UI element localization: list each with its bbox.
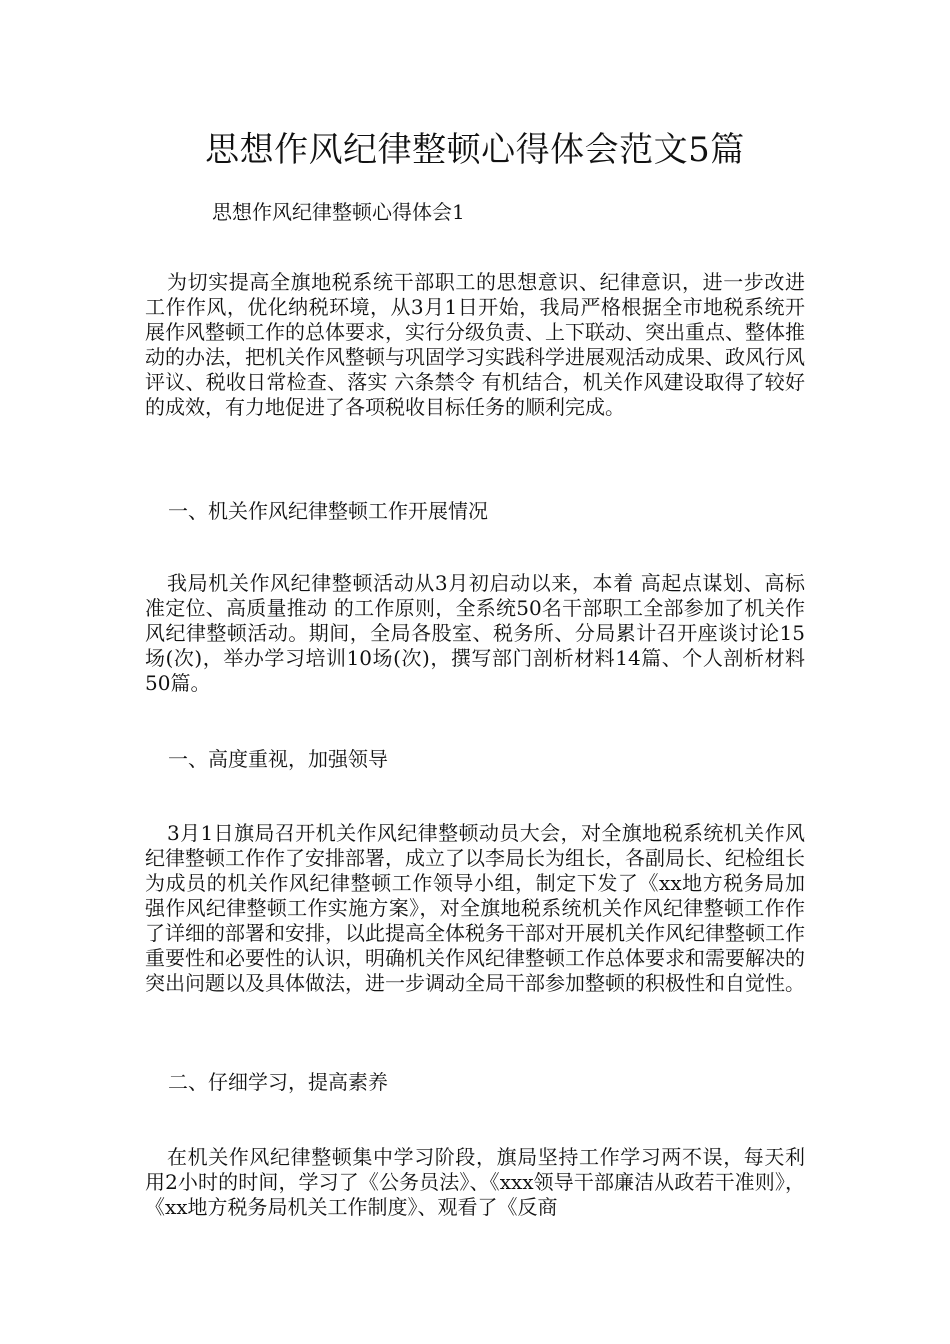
section-heading-study: 二、仔细学习，提高素养 — [168, 1070, 388, 1094]
section-heading-leadership: 一、高度重视，加强领导 — [168, 747, 388, 771]
paragraph-overview: 我局机关作风纪律整顿活动从3月初启动以来，本着 高起点谋划、高标准定位、高质量推动 的工作原则，全系统50名干部职工全部参加了机关作风纪律整顿活动。期间，全局各股室、税务所、分局累计召开座谈讨论15场(次)，举办学习培训10场(次)，撰写部门剖析材料14篇、个人剖析材料50篇。 — [145, 571, 805, 695]
document-subtitle: 思想作风纪律整顿心得体会1 — [212, 200, 465, 224]
section-heading-overview: 一、机关作风纪律整顿工作开展情况 — [168, 499, 488, 523]
paragraph-leadership: 3月1日旗局召开机关作风纪律整顿动员大会，对全旗地税系统机关作风纪律整顿工作作了安排部署，成立了以李局长为组长，各副局长、纪检组长为成员的机关作风纪律整顿工作领导小组，制定下发了《xx地方税务局加强作风纪律整顿工作实施方案》，对全旗地税系统机关作风纪律整顿工作作了详细的部署和安排，以此提高全体税务干部对开展机关作风纪律整顿工作重要性和必要性的认识，明确机关作风纪律整顿工作总体要求和需要解决的突出问题以及具体做法，进一步调动全局干部参加整顿的积极性和自觉性。 — [145, 821, 805, 995]
paragraph-intro: 为切实提高全旗地税系统干部职工的思想意识、纪律意识，进一步改进工作作风，优化纳税环境，从3月1日开始，我局严格根据全市地税系统开展作风整顿工作的总体要求，实行分级负责、上下联动、突出重点、整体推动的办法，把机关作风整顿与巩固学习实践科学进展观活动成果、政风行风评议、税收日常检查、落实 六条禁令 有机结合，机关作风建设取得了较好的成效，有力地促进了各项税收目标任务的顺利完成。 — [145, 270, 805, 419]
paragraph-study: 在机关作风纪律整顿集中学习阶段，旗局坚持工作学习两不误，每天利用2小时的时间，学习了《公务员法》、《xxx领导干部廉洁从政若干准则》，《xx地方税务局机关工作制度》、观看了《反商 — [145, 1145, 805, 1219]
document-title: 思想作风纪律整顿心得体会范文5篇 — [205, 130, 745, 170]
